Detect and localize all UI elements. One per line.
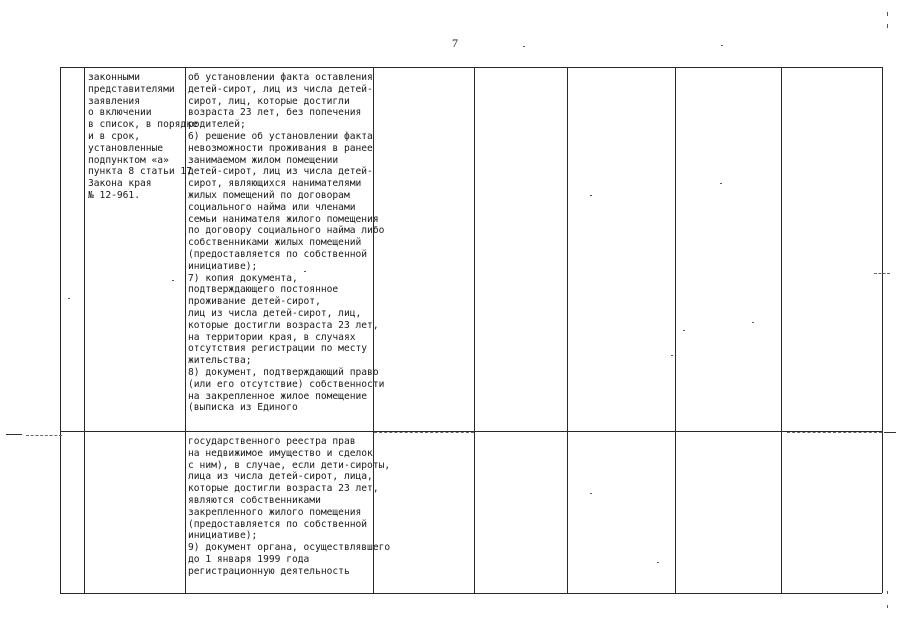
scan-artifact-line [374, 432, 474, 433]
table-column-border [882, 67, 883, 593]
scan-artifact-line [874, 273, 890, 274]
scan-speck [590, 195, 592, 196]
scan-speck [671, 355, 673, 356]
scan-speck [887, 24, 888, 28]
scan-speck [172, 280, 174, 281]
scan-speck [657, 562, 659, 563]
scan-speck [590, 493, 592, 494]
table-column-border [60, 67, 61, 593]
scan-speck [304, 271, 306, 272]
cell-submission-conditions: законными представителями заявления о включении в список, в порядке и в срок, установленные подпунктом «а» пункта 8 статьи 17 Закона края № 12-961. [88, 72, 198, 201]
cell-documents-list-upper: об установлении факта оставления детей-сирот, лиц из числа детей- сирот, лиц, которые достигли возраста 23 лет, без попечения родителей; 6) решение об установлении факта невозможности проживания в ранее занимаемом жилом помещении детей-сирот, лиц из числа детей- сирот, являющихся нанимателями жилых помещений по договорам социального найма или членами семьи нанимателя жилого помещения по договору социального найма либо собственниками жилых помещений (предоставляется по собственной инициативе); 7) копия документа, подтверждающего постоянное проживание детей-сирот, лиц из числа детей-сирот, лиц, которые достигли возраста 23 лет, на территории края, в случаях отсутствия регистрации по месту жительства; 8) документ, подтверждающий право (или его отсутствие) собственности на закрепленное жилое помещение (выписка из Единого [188, 72, 385, 414]
table-top-border [60, 67, 882, 68]
scan-artifact-line [787, 432, 882, 433]
scan-artifact-line [26, 435, 62, 436]
scan-speck [68, 298, 70, 299]
scan-artifact-line [884, 432, 896, 433]
table-column-border [474, 67, 475, 593]
scan-speck [887, 605, 888, 608]
cell-documents-list-lower: государственного реестра прав на недвижимое имущество и сделок с ним), в случае, если дети-сироты, лица из числа детей-сирот, лица, которые достигли возраста 23 лет, являются собственниками закрепленного жилого помещения (предоставляется по собственной инициативе); 9) документ органа, осуществлявшего до 1 января 1999 года регистрационную деятельность [188, 436, 391, 577]
scan-speck [887, 591, 888, 594]
table-column-border [567, 67, 568, 593]
scan-speck [720, 183, 722, 184]
scan-speck [523, 46, 525, 47]
scan-speck [721, 45, 723, 46]
page-number: 7 [452, 36, 458, 50]
table-column-border [781, 67, 782, 593]
table-column-border [675, 67, 676, 593]
scan-speck [887, 12, 888, 16]
scan-speck [752, 322, 754, 323]
scan-artifact-line [6, 434, 22, 435]
table-bottom-border [60, 593, 882, 594]
scan-speck [683, 330, 685, 331]
table-column-border [84, 67, 85, 593]
